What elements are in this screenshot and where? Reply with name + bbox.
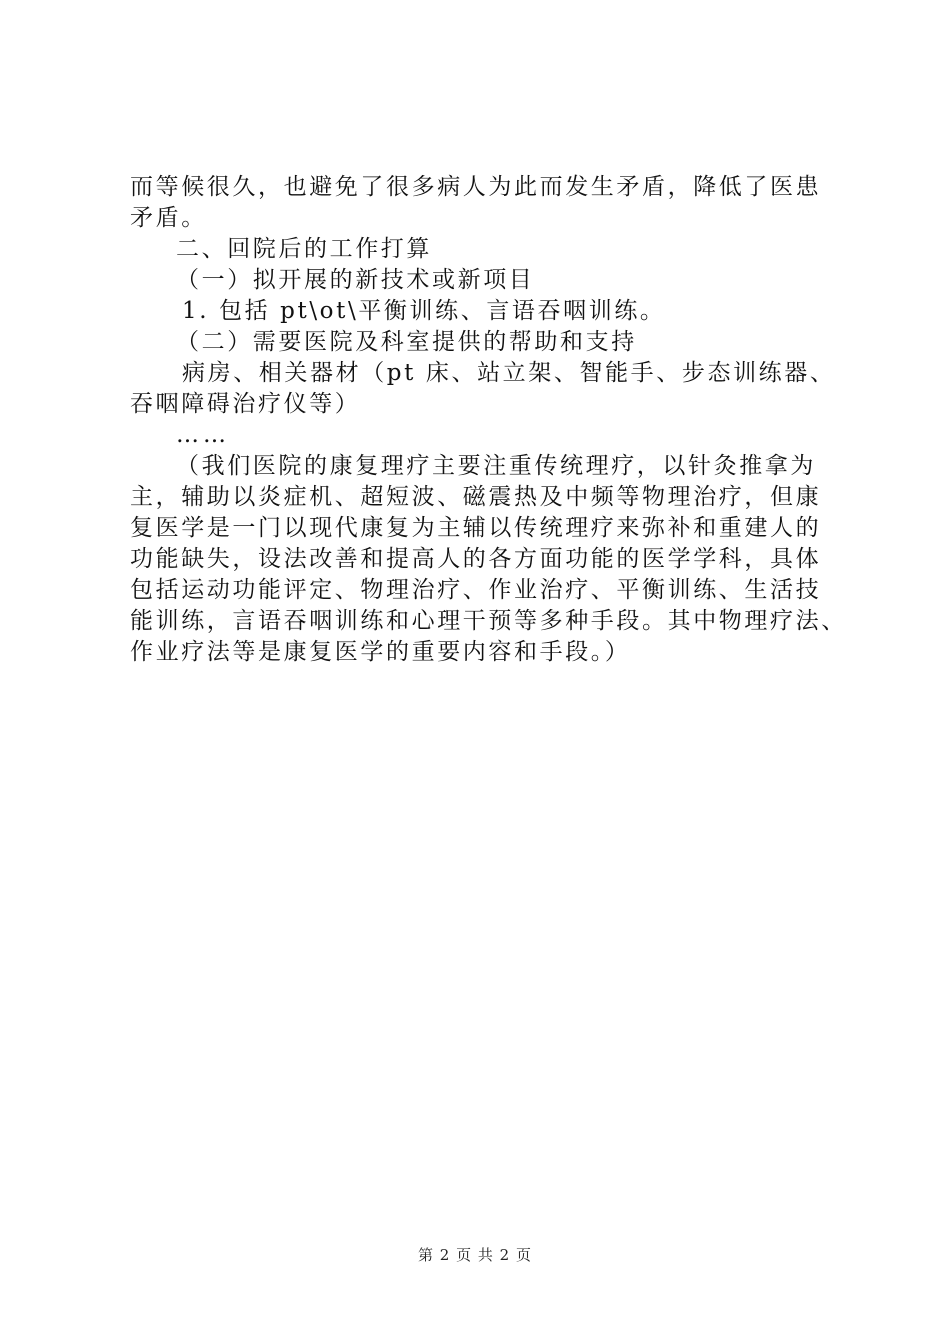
paragraph-line: 包括运动功能评定、物理治疗、作业治疗、平衡训练、生活技	[130, 577, 822, 603]
paragraph-line: 能训练，言语吞咽训练和心理干预等多种手段。其中物理疗法、	[130, 608, 847, 634]
text-line: 病房、相关器材（pt 床、站立架、智能手、步态训练器、	[182, 360, 836, 386]
paragraph-line: 作业疗法等是康复医学的重要内容和手段。）	[130, 639, 631, 665]
paragraph-line: （我们医院的康复理疗主要注重传统理疗，以针灸推拿为	[176, 453, 816, 479]
section-heading: 二、回院后的工作打算	[176, 236, 432, 262]
list-item: 1. 包括 pt\ot\平衡训练、言语吞咽训练。	[182, 298, 666, 324]
text-line: 矛盾。	[130, 205, 207, 231]
document-body	[130, 172, 847, 668]
paragraph-line: 功能缺失，设法改善和提高人的各方面功能的医学学科，具体	[130, 546, 822, 572]
ellipsis-line: ……	[176, 422, 230, 448]
paragraph-line: 复医学是一门以现代康复为主辅以传统理疗来弥补和重建人的	[130, 515, 822, 541]
text-line: 而等候很久，也避免了很多病人为此而发生矛盾，降低了医患	[130, 174, 822, 200]
text-line: 吞咽障碍治疗仪等）	[130, 391, 361, 417]
subsection-heading: （一）拟开展的新技术或新项目	[176, 267, 535, 293]
paragraph	[130, 451, 847, 668]
page-number-footer: 第 2 页 共 2 页	[418, 1246, 532, 1264]
paragraph-line: 主，辅助以炎症机、超短波、磁震热及中频等物理治疗，但康	[130, 484, 822, 510]
subsection-heading: （二）需要医院及科室提供的帮助和支持	[176, 329, 637, 355]
